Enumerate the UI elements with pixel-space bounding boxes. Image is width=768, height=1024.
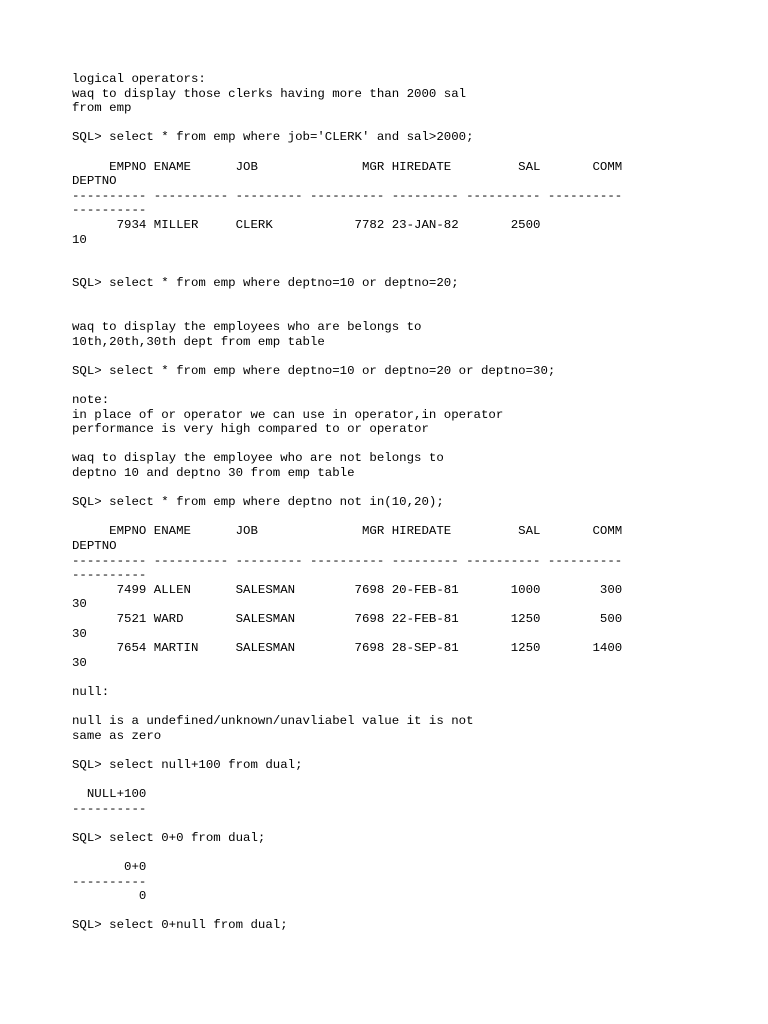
text-line: [72, 700, 752, 715]
document-text: [72, 72, 752, 933]
text-line: [72, 816, 752, 831]
text-line: [72, 904, 752, 919]
text-line: [72, 670, 752, 685]
text-line: SQL> select * from emp where deptno not in(10,20);: [72, 495, 444, 510]
text-line: 30: [72, 597, 87, 612]
text-line: [72, 481, 752, 496]
text-line: SQL> select null+100 from dual;: [72, 757, 303, 772]
text-line: ----------: [72, 203, 147, 218]
text-line: 7934 MILLER CLERK 7782 23-JAN-82 2500: [72, 217, 541, 232]
text-line: waq to display the employee who are not belongs to: [72, 451, 444, 466]
text-line: 0+0: [72, 860, 147, 875]
text-line: [72, 262, 752, 277]
text-line: [72, 845, 752, 860]
text-line: null:: [72, 684, 110, 699]
text-line: 10: [72, 232, 87, 247]
text-line: from emp: [72, 101, 132, 116]
text-line: DEPTNO: [72, 174, 117, 189]
text-line: waq to display those clerks having more than 2000 sal: [72, 86, 467, 101]
text-line: 30: [72, 626, 87, 641]
text-line: ---------- ---------- --------- ---------- --------- ---------- ----------: [72, 553, 623, 568]
text-line: SQL> select 0+null from dual;: [72, 918, 288, 933]
text-line: SQL> select * from emp where job='CLERK' and sal>2000;: [72, 130, 474, 145]
text-line: SQL> select 0+0 from dual;: [72, 830, 266, 845]
text-line: [72, 145, 752, 160]
text-line: [72, 378, 752, 393]
text-line: [72, 247, 752, 262]
text-line: NULL+100: [72, 787, 147, 802]
text-line: null is a undefined/unknown/unavliabel value it is not: [72, 714, 474, 729]
text-line: 7521 WARD SALESMAN 7698 22-FEB-81 1250 500: [72, 611, 623, 626]
text-line: [72, 306, 752, 321]
text-line: in place of or operator we can use in operator,in operator: [72, 407, 504, 422]
text-line: ----------: [72, 801, 147, 816]
text-line: EMPNO ENAME JOB MGR HIREDATE SAL COMM: [72, 159, 623, 174]
text-line: 10th,20th,30th dept from emp table: [72, 334, 325, 349]
text-line: 30: [72, 655, 87, 670]
text-line: deptno 10 and deptno 30 from emp table: [72, 466, 355, 481]
text-line: [72, 116, 752, 131]
text-line: ---------- ---------- --------- ---------- --------- ---------- ----------: [72, 188, 623, 203]
text-line: [72, 291, 752, 306]
text-line: 0: [72, 889, 147, 904]
text-line: ----------: [72, 568, 147, 583]
text-line: [72, 437, 752, 452]
text-line: ----------: [72, 874, 147, 889]
text-line: [72, 510, 752, 525]
text-line: logical operators:: [72, 72, 206, 86]
text-line: [72, 349, 752, 364]
text-line: [72, 773, 752, 788]
text-line: DEPTNO: [72, 539, 117, 553]
text-line: SQL> select * from emp where deptno=10 or deptno=20 or deptno=30;: [72, 363, 556, 378]
text-line: 7654 MARTIN SALESMAN 7698 28-SEP-81 1250 1400: [72, 641, 623, 656]
text-line: performance is very high compared to or operator: [72, 422, 429, 437]
text-line: EMPNO ENAME JOB MGR HIREDATE SAL COMM: [72, 524, 623, 539]
text-line: same as zero: [72, 728, 162, 743]
text-line: [72, 743, 752, 758]
text-line: note:: [72, 393, 110, 408]
text-line: SQL> select * from emp where deptno=10 or deptno=20;: [72, 276, 459, 291]
text-line: 7499 ALLEN SALESMAN 7698 20-FEB-81 1000 300: [72, 582, 623, 597]
text-line: waq to display the employees who are belongs to: [72, 320, 422, 335]
